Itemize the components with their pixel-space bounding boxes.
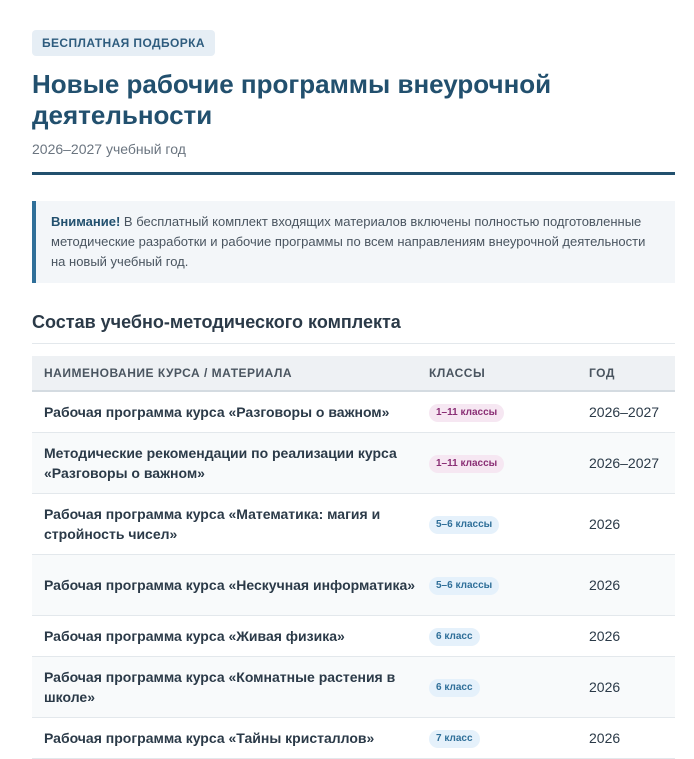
year-cell: 2026: [577, 657, 675, 718]
materials-table: [32, 356, 675, 759]
grades-cell: [417, 391, 577, 433]
page-title: Новые рабочие программы внеурочной деятельности: [32, 69, 552, 130]
notice-text: В бесплатный комплект входящих материалов включены полностью подготовленные методические разработки и рабочие программы по всем направлениям внеурочной деятельности на новый учебный год.: [51, 214, 646, 269]
course-name: Рабочая программа курса «Комнатные растения в школе»: [32, 657, 417, 718]
grades-cell: [417, 555, 577, 616]
grades-cell: [417, 657, 577, 718]
attention-notice: [32, 201, 675, 283]
grades-pill: 1–11 классы: [429, 404, 504, 422]
grades-cell: [417, 433, 577, 494]
grades-pill: 5–6 классы: [429, 577, 499, 595]
table-row: [32, 555, 675, 616]
grades-pill: 7 класс: [429, 730, 480, 748]
grades-cell: [417, 494, 577, 555]
notice-label: Внимание!: [51, 214, 121, 229]
column-header-year: ГОД: [577, 356, 675, 391]
grades-cell: [417, 616, 577, 657]
table-row: [32, 433, 675, 494]
course-name: Рабочая программа курса «Разговоры о важном»: [32, 391, 417, 433]
grades-pill: 6 класс: [429, 679, 480, 697]
free-collection-badge: БЕСПЛАТНАЯ ПОДБОРКА: [32, 30, 215, 56]
course-name: Рабочая программа курса «Нескучная информатика»: [32, 555, 417, 616]
column-header-name: НАИМЕНОВАНИЕ КУРСА / МАТЕРИАЛА: [32, 356, 417, 391]
table-row: [32, 718, 675, 759]
year-cell: 2026: [577, 718, 675, 759]
column-header-grades: КЛАССЫ: [417, 356, 577, 391]
course-name: Рабочая программа курса «Тайны кристаллов»: [32, 718, 417, 759]
course-name: Методические рекомендации по реализации курса «Разговоры о важном»: [32, 433, 417, 494]
year-cell: 2026: [577, 616, 675, 657]
grades-cell: [417, 718, 577, 759]
table-header-row: [32, 356, 675, 391]
title-divider: [32, 172, 675, 175]
year-cell: 2026: [577, 555, 675, 616]
table-row: [32, 391, 675, 433]
year-cell: 2026–2027: [577, 391, 675, 433]
table-row: [32, 494, 675, 555]
year-cell: 2026–2027: [577, 433, 675, 494]
course-name: Рабочая программа курса «Живая физика»: [32, 616, 417, 657]
table-row: [32, 616, 675, 657]
course-name: Рабочая программа курса «Математика: магия и стройность чисел»: [32, 494, 417, 555]
table-row: [32, 657, 675, 718]
grades-pill: 1–11 классы: [429, 455, 504, 473]
section-title: Состав учебно-методического комплекта: [32, 311, 675, 344]
grades-pill: 6 класс: [429, 628, 480, 646]
grades-pill: 5–6 классы: [429, 516, 499, 534]
year-cell: 2026: [577, 494, 675, 555]
page-subtitle: 2026–2027 учебный год: [32, 141, 186, 157]
